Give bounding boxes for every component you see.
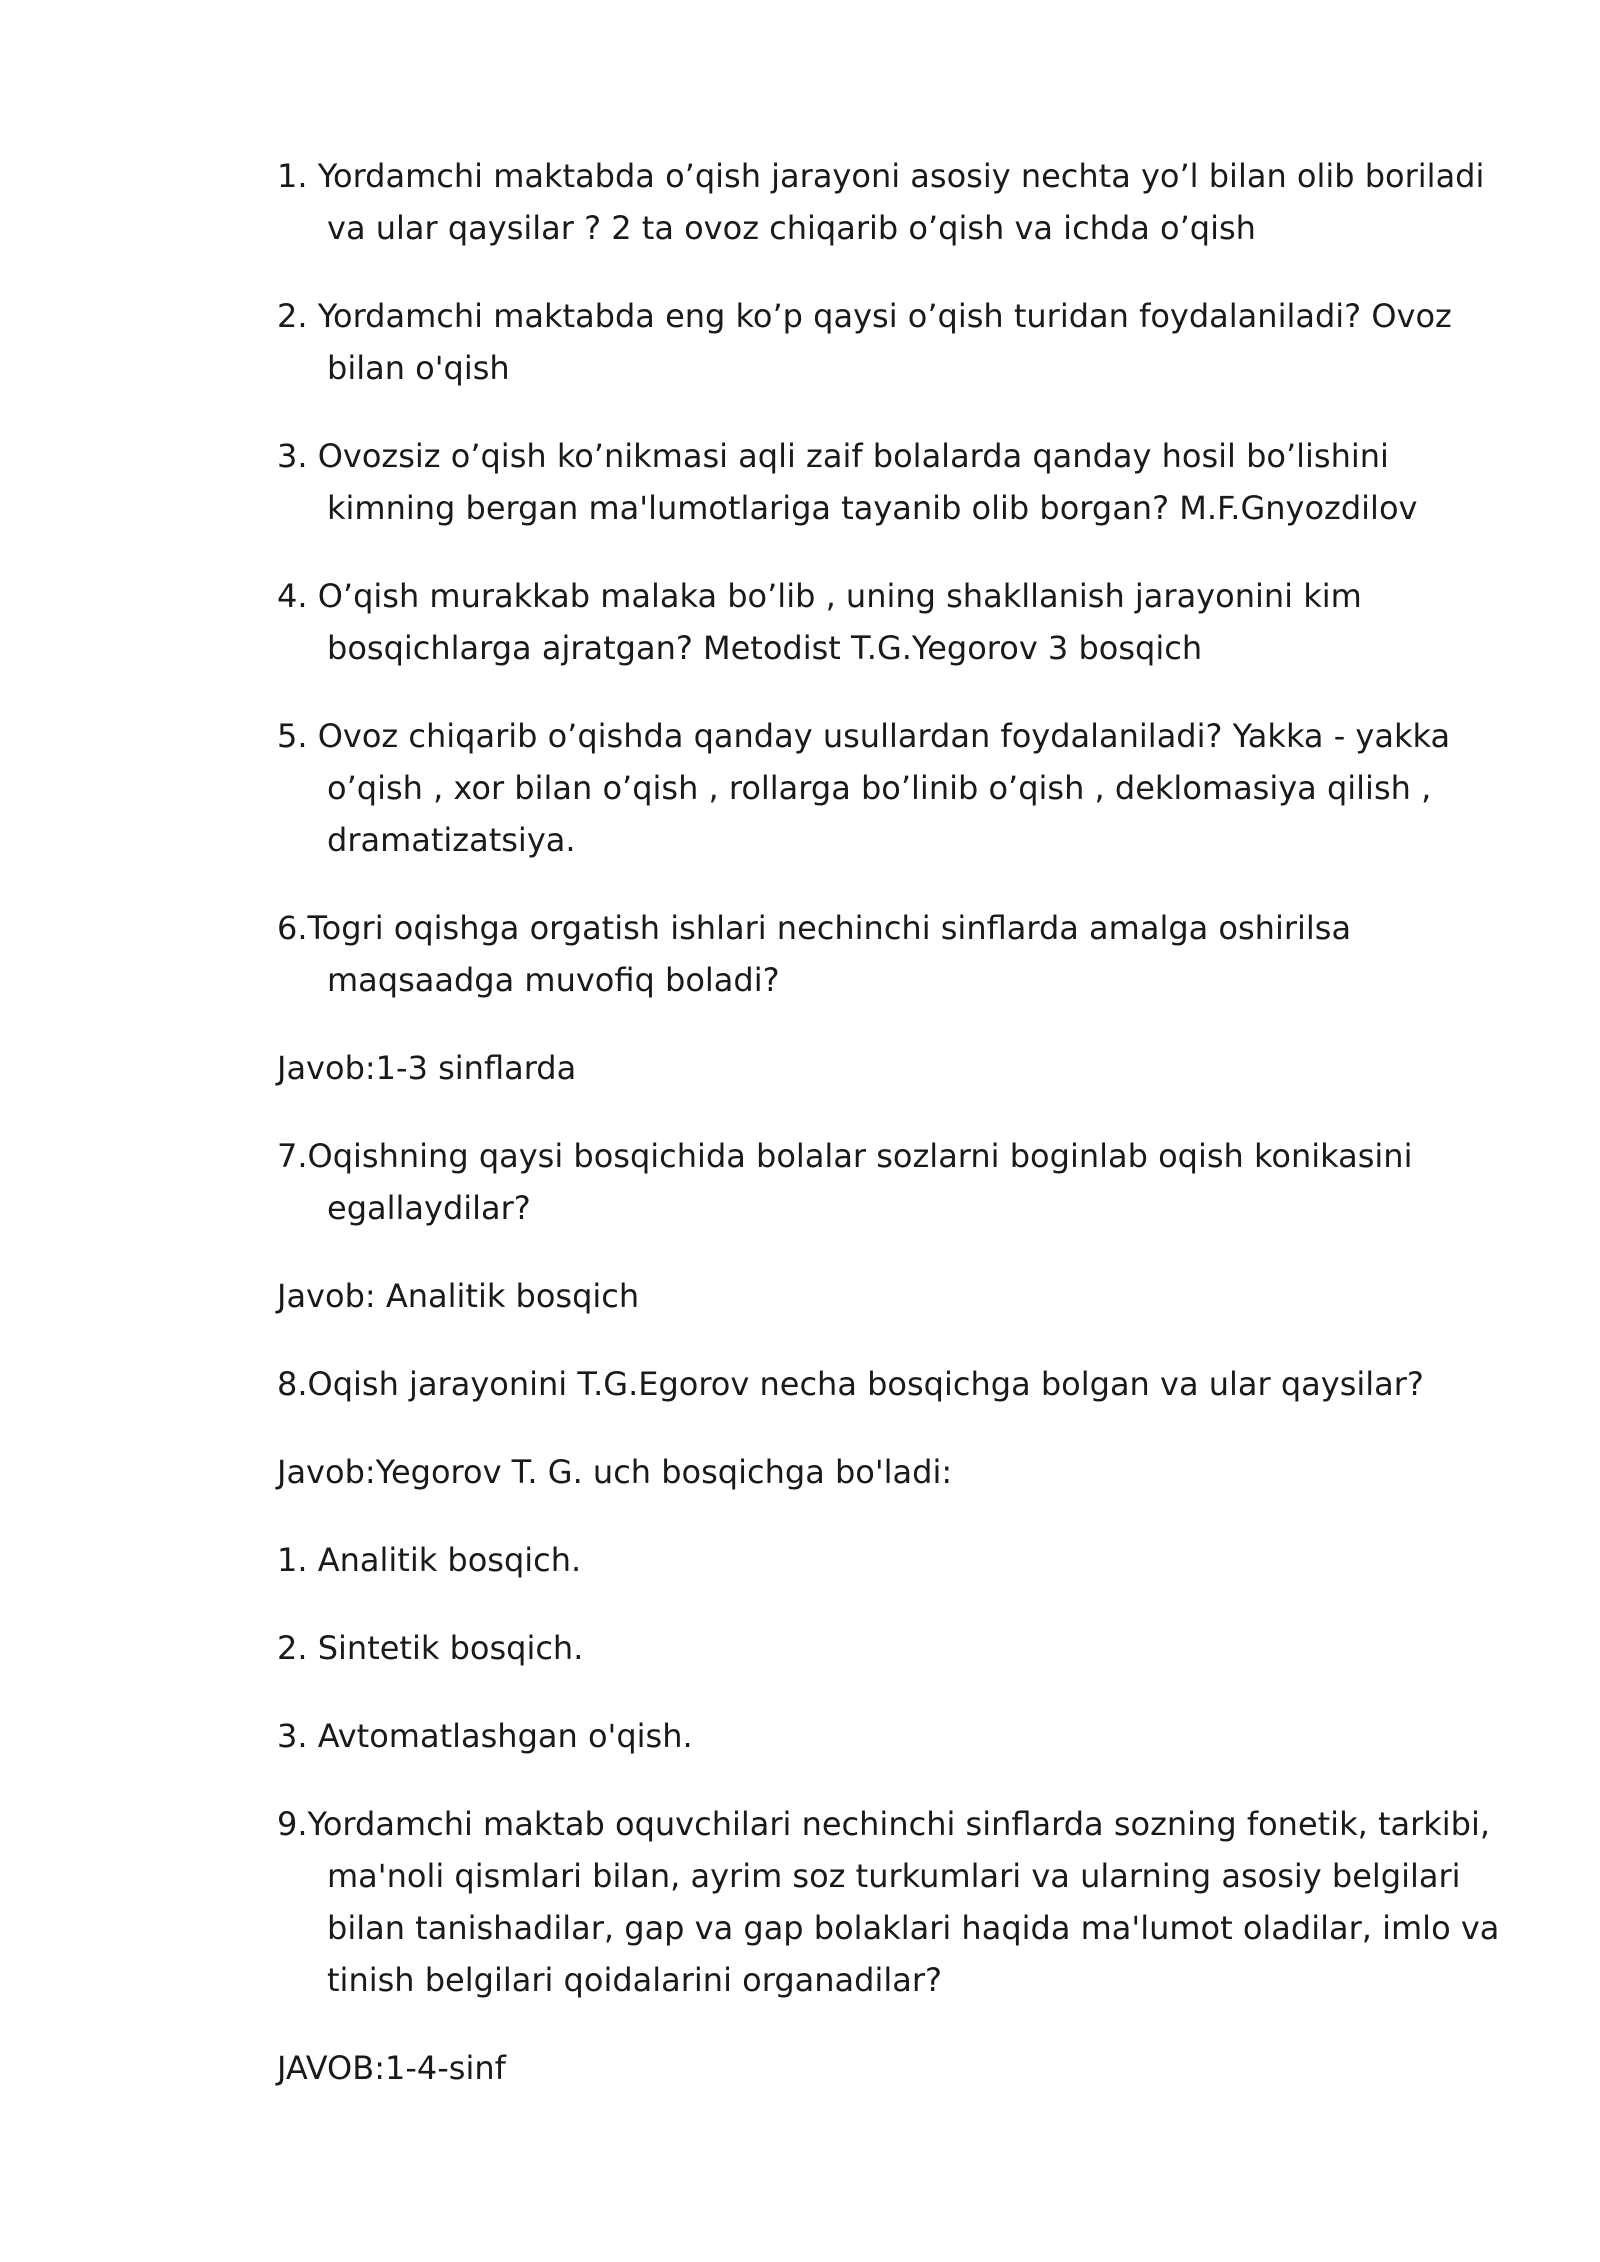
answer-8: Javob:Yegorov T. G. uch bosqichga bo'ladi: [277, 1453, 953, 1491]
answer-9: JAVOB:1-4-sinf [277, 2049, 506, 2087]
answer-7: Javob: Analitik bosqich [277, 1277, 640, 1315]
question-3: 3. Ovozsiz o’qish ko’nikmasi aqli zaif bolalarda qanday hosil bo’lishini kimning bergan ma'lumotlariga tayanib olib borgan? M.F.Gnyozdilov [277, 437, 1418, 527]
question-1: 1. Yordamchi maktabda o’qish jarayoni asosiy nechta yo’l bilan olib boriladi va ular qaysilar ? 2 ta ovoz chiqarib o’qish va ichda o’qish [277, 157, 1485, 247]
question-9: 9.Yordamchi maktab oquvchilari nechinchi sinflarda sozning fonetik, tarkibi, ma'noli qismlari bilan, ayrim soz turkumlari va ularning asosiy belgilari bilan tanishadilar, gap va gap bolaklari haqida ma'lumot oladilar, imlo va tinish belgilari qoidalarini organadilar? [277, 1805, 1500, 1999]
answer-8-item-2: 2. Sintetik bosqich. [277, 1629, 584, 1667]
question-6: 6.Togri oqishga orgatish ishlari nechinchi sinflarda amalga oshirilsa maqsaadga muvofiq boladi? [277, 909, 1352, 999]
question-4: 4. O’qish murakkab malaka bo’lib , uning shakllanish jarayonini kim bosqichlarga ajratgan? Metodist T.G.Yegorov 3 bosqich [277, 577, 1362, 667]
answer-8-item-1: 1. Analitik bosqich. [277, 1541, 582, 1579]
answer-6: Javob:1-3 sinflarda [277, 1049, 577, 1087]
question-2: 2. Yordamchi maktabda eng ko’p qaysi o’qish turidan foydalaniladi? Ovoz bilan o'qish [277, 297, 1452, 387]
question-8: 8.Oqish jarayonini T.G.Egorov necha bosqichga bolgan va ular qaysilar? [277, 1365, 1424, 1403]
question-7: 7.Oqishning qaysi bosqichida bolalar sozlarni boginlab oqish konikasini egallaydilar? [277, 1137, 1413, 1227]
document-body [277, 150, 1507, 2130]
answer-8-item-3: 3. Avtomatlashgan o'qish. [277, 1717, 693, 1755]
question-5: 5. Ovoz chiqarib o’qishda qanday usullardan foydalaniladi? Yakka - yakka o’qish , xor bilan o’qish , rollarga bo’linib o’qish , deklomasiya qilish , dramatizatsiya. [277, 717, 1451, 859]
